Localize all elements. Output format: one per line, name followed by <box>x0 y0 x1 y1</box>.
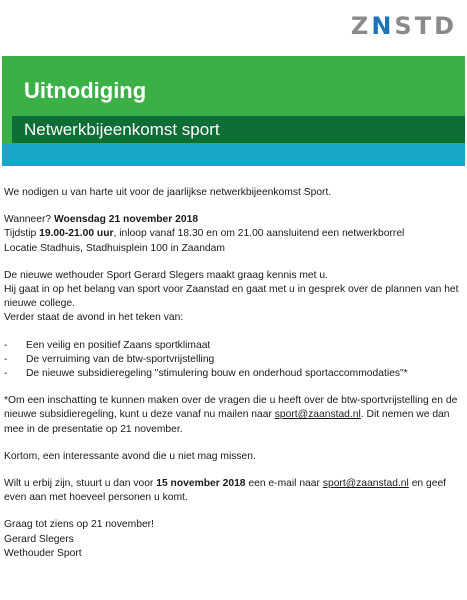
banner-subtitle-bar <box>12 116 465 143</box>
footnote-text-after: . Dit nemen we dan mee in de presentatie op 21 november. <box>4 409 450 435</box>
banner-subtitle: Netwerkbijeenkomst sport <box>24 120 220 139</box>
logo-text-std: STD <box>394 12 457 40</box>
footnote-text-before: *Om een inschatting te kunnen maken over de vragen die u heeft over de btw-sportvrijstelling en de nieuwe subsidieregeling, kunt u deze vanaf nu mailen naar <box>4 395 458 421</box>
logo-text-z: Z <box>350 12 372 40</box>
rsvp-text <box>4 477 459 505</box>
list-item: - De verruiming van de btw-sportvrijstelling <box>4 353 459 367</box>
event-location: Locatie Stadhuis, Stadhuisplein 100 in Zaandam <box>4 242 225 254</box>
event-details <box>4 213 459 256</box>
list-item: - De nieuwe subsidieregeling "stimulering bouw en onderhoud sportaccommodaties"* <box>4 367 459 381</box>
logo-text-n: N <box>371 12 395 40</box>
banner-accent-stripe <box>2 144 465 166</box>
signoff-name: Gerard Slegers <box>4 533 74 545</box>
body-line-3: Verder staat de avond in het teken van: <box>4 312 184 324</box>
banner-title: Uitnodiging <box>24 78 147 103</box>
invitation-body <box>4 186 459 574</box>
rsvp-deadline: 15 november 2018 <box>156 478 246 490</box>
header-banner <box>2 56 465 166</box>
signoff-greeting: Graag tot ziens op 21 november! <box>4 519 154 531</box>
rsvp-after: en geef even aan met hoeveel personen u komt. <box>4 478 447 504</box>
when-label: Wanneer? <box>4 214 52 226</box>
body-line-2: Hij gaat in op het belang van sport voor Zaanstad en gaat met u in gesprek over de plannen van het nieuwe college. <box>4 284 459 310</box>
time-label: Tijdstip <box>4 228 37 240</box>
intro-text: We nodigen u van harte uit voor de jaarlijkse netwerkbijeenkomst Sport. <box>4 187 332 198</box>
event-time: 19.00-21.00 uur <box>39 228 114 240</box>
footnote <box>4 394 459 437</box>
email-link[interactable]: sport@zaanstad.nl <box>322 478 409 490</box>
program-description <box>4 269 459 326</box>
body-line-1: De nieuwe wethouder Sport Gerard Slegers maakt graag kennis met u. <box>4 269 328 281</box>
topic-list <box>4 339 459 382</box>
closing-text: Kortom, een interessante avond die u niet mag missen. <box>4 450 256 462</box>
rsvp-middle: een e-mail naar <box>245 478 323 490</box>
event-date: Woensdag 21 november 2018 <box>54 214 199 226</box>
time-details: , inloop vanaf 18.30 en om 21.00 aansluitend een netwerkborrel <box>113 228 405 240</box>
zaanstad-logo <box>351 12 457 40</box>
list-item: - Een veilig en positief Zaans sportklimaat <box>4 339 459 353</box>
signoff-role: Wethouder Sport <box>4 547 82 559</box>
rsvp-before: Wilt u erbij zijn, stuurt u dan voor <box>4 478 157 490</box>
email-link[interactable]: sport@zaanstad.nl <box>274 409 361 421</box>
signoff <box>4 518 459 561</box>
